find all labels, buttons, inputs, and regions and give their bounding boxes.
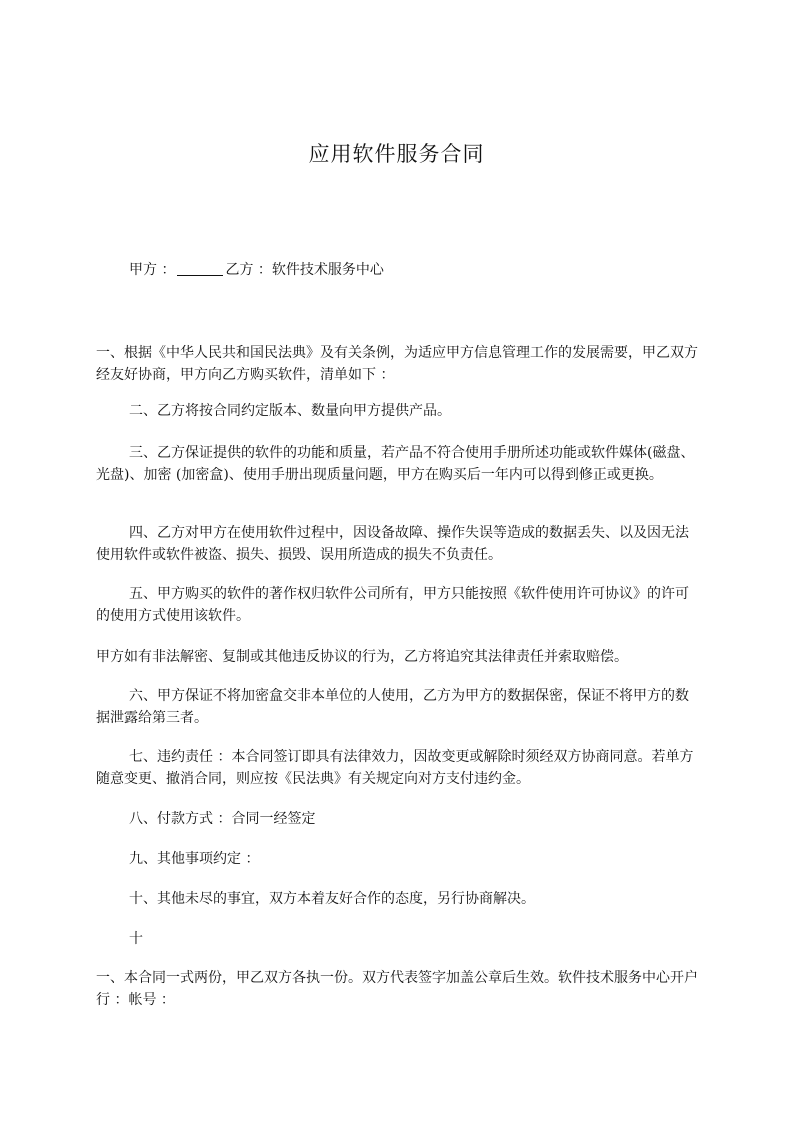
party-a-blank: [177, 261, 223, 276]
clause-3: 三、乙方保证提供的软件的功能和质量，若产品不符合使用手册所述功能或软件媒体(磁盘、光盘)、加密 (加密盒)、使用手册出现质量问题，甲方在购买后一年内可以得到修正或更换。: [96, 445, 695, 483]
clause-4: 四、乙方对甲方在使用软件过程中，因设备故障、操作失误等造成的数据丢失、以及因无法使用软件或软件被盗、损失、损毁、误用所造成的损失不负责任。: [96, 525, 689, 563]
clause-1: 一、根据《中华人民共和国民法典》及有关条例，为适应甲方信息管理工作的发展需要，甲乙双方经友好协商，甲方向乙方购买软件，清单如下 ：: [96, 345, 698, 383]
clause-11-number: 十: [129, 931, 143, 947]
clause-8: 八、付款方式 ：合同一经签定: [129, 811, 316, 827]
party-a-label: 甲方 ：: [129, 262, 176, 278]
clause-5-note: 甲方如有非法解密、复制或其他违反协议的行为，乙方将追究其法律责任并索取赔偿。: [96, 649, 628, 665]
clause-9: 九、其他事项约定 ：: [129, 851, 260, 867]
party-b-name: 软件技术服务中心: [271, 262, 384, 278]
clause-10: 十、其他未尽的事宜，双方本着友好合作的态度，另行协商解决。: [129, 891, 535, 907]
clause-5: 五、甲方购买的软件的著作权归软件公司所有，甲方只能按照《软件使用许可协议》的许可的使用方式使用该软件。: [96, 586, 689, 624]
clause-7: 七、违约责任 ：本合同签订即具有法律效力，因故变更或解除时须经双方协商同意。若单方随意变更、撤消合同，则应按《民法典》有关规定向对方支付违约金。: [96, 749, 694, 787]
document-title: 应用软件服务合同: [308, 142, 485, 166]
clause-2: 二、乙方将按合同约定版本、数量向甲方提供产品。: [129, 403, 451, 419]
parties-line: [96, 259, 700, 281]
clause-6: 六、甲方保证不将加密盒交非本单位的人使用，乙方为甲方的数据保密，保证不将甲方的数据泄露给第三者。: [96, 688, 689, 726]
clause-11: 一、本合同一式两份，甲乙双方各执一份。双方代表签字加盖公章后生效。软件技术服务中心开户行 ：帐号 ：: [96, 970, 698, 1008]
party-b-label: 乙方 ：: [225, 262, 272, 278]
